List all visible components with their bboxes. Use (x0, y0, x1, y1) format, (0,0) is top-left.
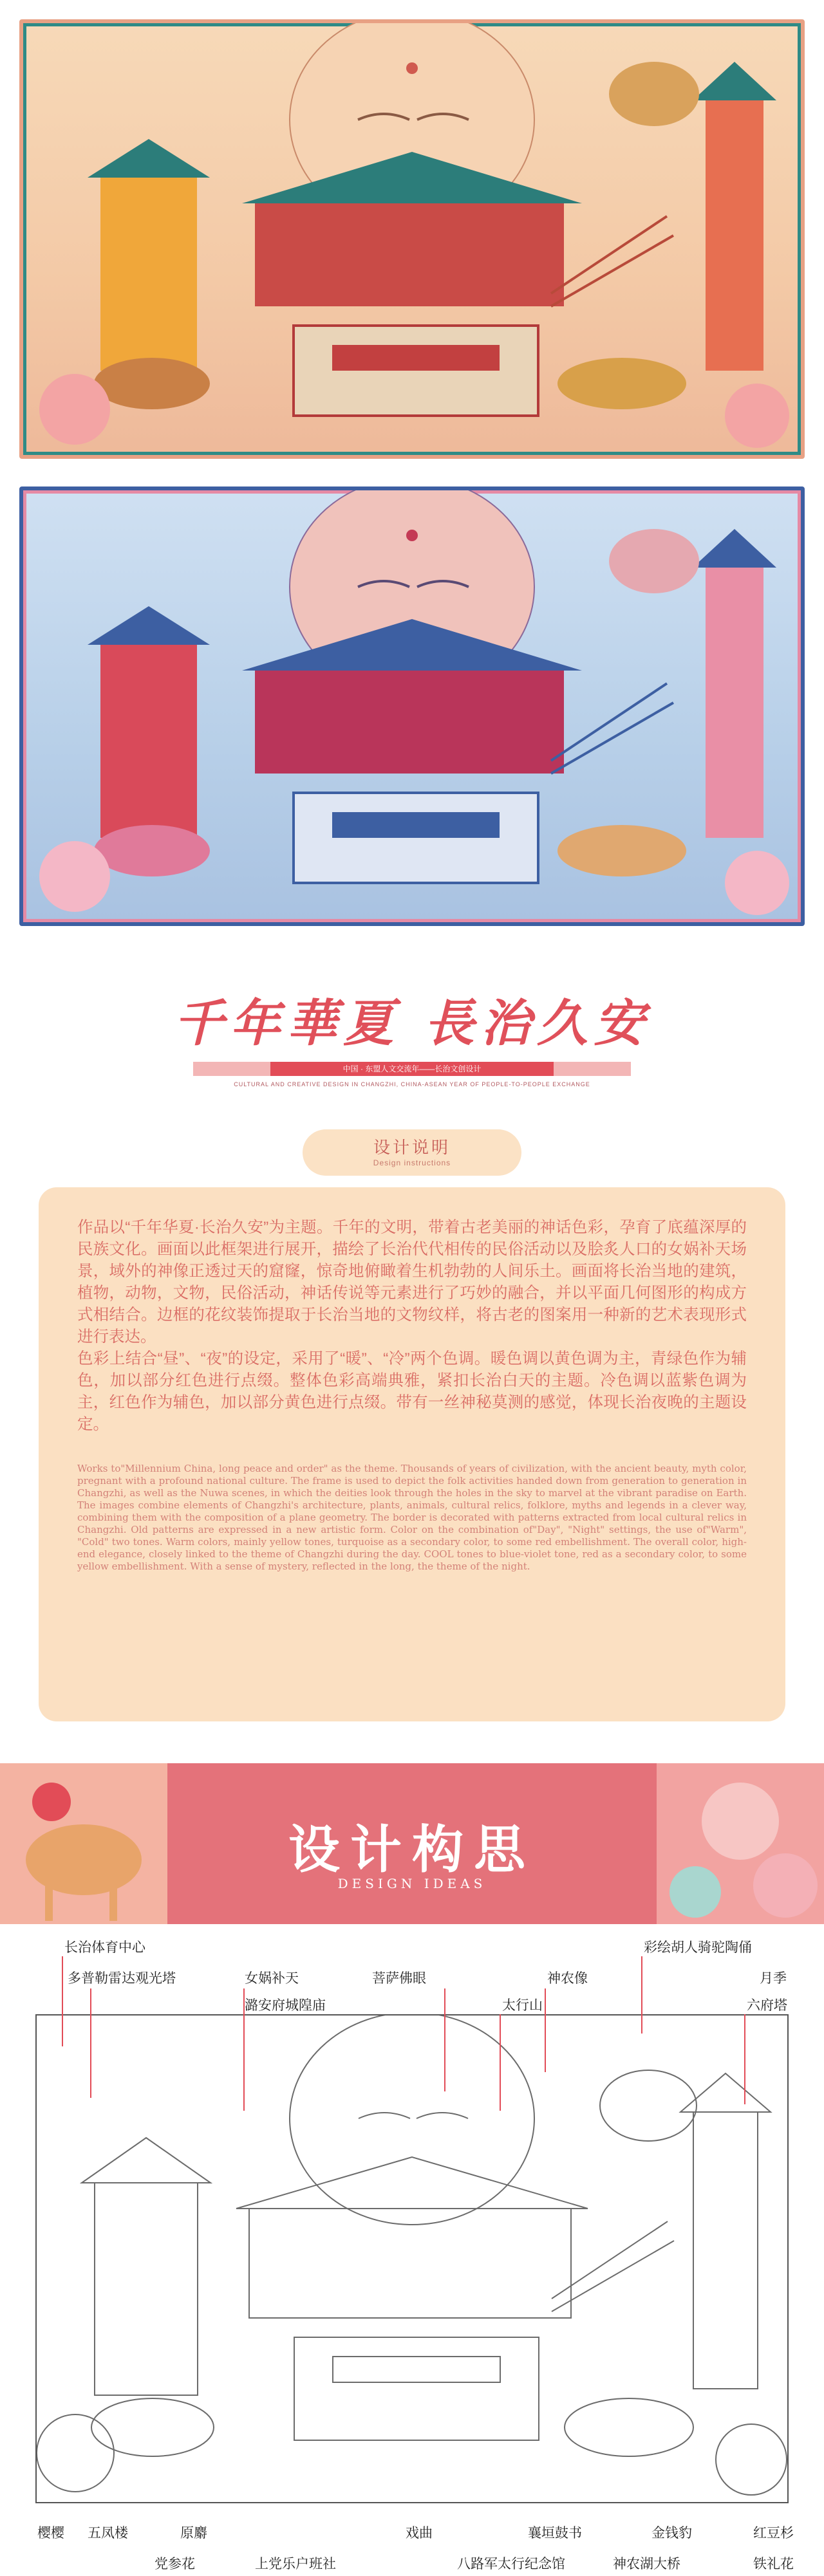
night-artwork (19, 486, 805, 926)
day-artwork (19, 19, 805, 459)
leader-line (444, 1988, 445, 2091)
instructions-title-en: Design instructions (373, 1158, 451, 1167)
label-stadium: 长治体育中心 (64, 1940, 145, 1955)
day-illustration (23, 23, 801, 455)
leader-line (744, 2014, 745, 2104)
label-buddha: 菩萨佛眼 (372, 1971, 426, 1986)
instructions-body-en: Works to"Millennium China, long peace and order" as the theme. Thousands of years of civilization, with the ancient beauty, myth color, pregnant with a profound national culture. The frame is used to depict the folk activities handed down from generation to generation in Changzhi, as well as the Nuwa scenes, in which the deities look through the holes in the sky to marvel at the vibrant paradise on Earth. The images combine elements of Changzhi's architecture, plants, animals, cultural relics, folklore, myths and legends in a clever way, combining them with the composition of a plane geometry. The border is decorated with patterns extracted from local cultural relics in Changzhi. Old patterns are expressed in a new artistic form. Color on the combination of"Day", "Night" settings, the use of"Warm", "Cold" two tones. Warm colors, mainly yellow tones, turquoise as a secondary color, to some red embellishment. The overall color, high-end elegance, closely linked to the theme of Changzhi during the day. COOL tones to blue-violet tone, red as a secondary color, to some yellow embellishment. With a sense of mystery, reflected in the long, the theme of the night. (77, 1463, 747, 1572)
instructions-card (39, 1187, 785, 1721)
label-yew: 红豆杉 (753, 2526, 794, 2541)
instructions-heading (303, 1129, 521, 1176)
design-ideas-subtitle: DESIGN IDEAS (337, 1876, 487, 1891)
line-art-illustration (35, 2014, 789, 2503)
instructions-body-cn-2: 色彩上结合“昼”、“夜”的设定，采用了“暖”、“冷”两个色调。暖色调以黄色调为主，青绿色作为辅色，加以部分红色进行点缀。整体色彩高端典雅，紧扣长治白天的主题。冷色调以蓝紫色调为主，红色作为辅色，加以部分黄色进行点缀。带有一丝神秘莫测的感觉，体现长治夜晚的主题设定。 (77, 1350, 747, 1433)
label-sakura: 樱樱 (37, 2526, 64, 2541)
label-shennong: 神农像 (547, 1971, 588, 1986)
poster-title: 千年華夏 長治久安 (173, 994, 651, 1053)
leader-line (500, 2014, 501, 2111)
label-xiangyuan: 襄垣鼓书 (528, 2526, 582, 2541)
instructions-title-cn: 设计说明 (373, 1138, 451, 1157)
label-shangdang: 上党乐户班社 (255, 2557, 336, 2571)
title-bar-text: 中国 · 东盟人文交流年——长治文创设计 (270, 1062, 554, 1076)
label-taihang: 太行山 (502, 1998, 543, 2013)
label-dangshen: 党参花 (154, 2557, 195, 2571)
label-tower: 多普勒雷达观光塔 (68, 1971, 176, 1986)
night-illustration (23, 490, 801, 922)
line-art-drawing (37, 2015, 787, 2502)
leader-line (545, 1988, 546, 2072)
leader-line (641, 1956, 642, 2034)
label-liufu: 六府塔 (747, 1998, 787, 2013)
label-rose: 月季 (760, 1971, 787, 1986)
label-bridge: 神农湖大桥 (613, 2557, 680, 2571)
title-bar-english: CULTURAL AND CREATIVE DESIGN IN CHANGZHI, CHINA-ASEAN YEAR OF PEOPLE-TO-PEOPLE EXCHANGE (234, 1081, 590, 1088)
design-ideas-banner (0, 1763, 824, 1924)
label-balujun: 八路军太行纪念馆 (457, 2557, 565, 2571)
leader-line (90, 1988, 91, 2098)
leader-line (62, 1956, 63, 2046)
instructions-body-cn-1: 作品以“千年华夏·长治久安”为主题。千年的文明，带着古老美丽的神话色彩，孕育了底蕴深厚的民族文化。画面以此框架进行展开，描绘了长治代代相传的民俗活动以及脍炙人口的女娲补天场景，域外的神像正透过天的窟窿，惊奇地俯瞰着生机勃勃的人间乐土。画面将长治当地的建筑，植物，动物，文物，民俗活动，神话传说等元素进行了巧妙的融合，并以平面几何图形的构成方式相结合。边框的花纹装饰提取于长治当地的文物纹样，将古老的图案用一种新的艺术表现形式进行表达。 (77, 1219, 747, 1346)
label-lily: 铁礼花 (753, 2557, 794, 2571)
label-wufeng: 五凤楼 (88, 2526, 128, 2541)
label-luan-gate: 潞安府城隍庙 (245, 1998, 326, 2013)
design-ideas-title: 设计构思 (288, 1821, 536, 1878)
label-deer: 原麝 (180, 2526, 207, 2541)
title-bar (193, 1062, 631, 1076)
label-opera: 戏曲 (406, 2526, 433, 2541)
label-camel: 彩绘胡人骑驼陶俑 (644, 1940, 752, 1955)
label-leopard: 金钱豹 (651, 2526, 692, 2541)
label-nuwa: 女娲补天 (245, 1971, 299, 1986)
